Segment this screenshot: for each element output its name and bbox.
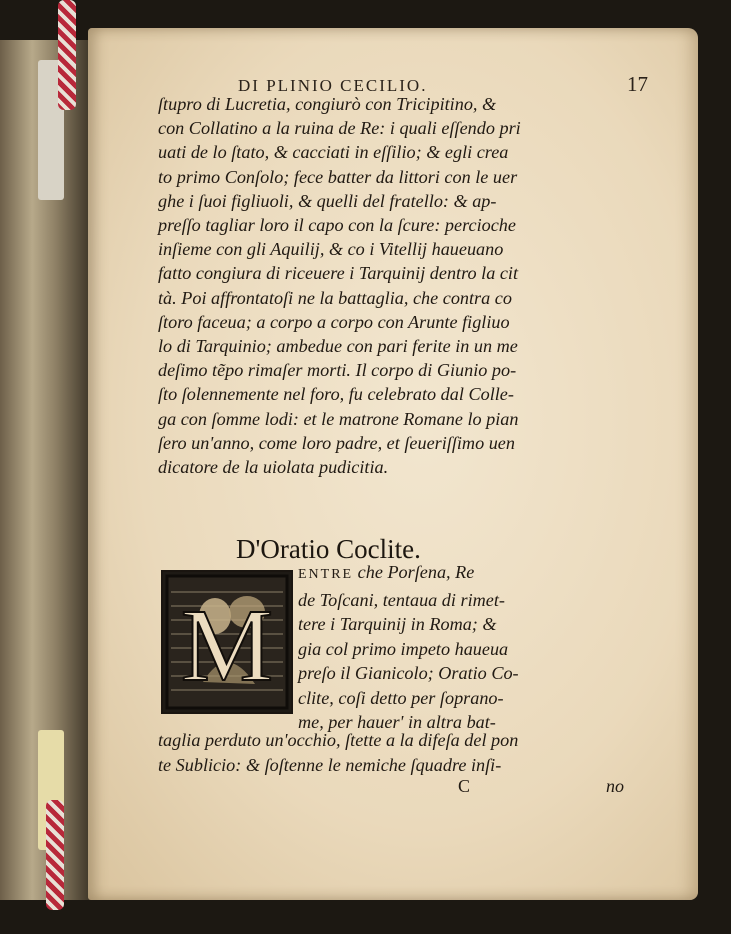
text-line: gia col primo impeto haueua [298, 638, 509, 659]
text-line: deſimo tẽpo rimaſer morti. Il corpo di Giunio po- [158, 360, 517, 381]
text-line: uati de lo ſtato, & cacciati in eſſilio; & egli crea [158, 142, 509, 163]
catchword: no [606, 776, 624, 796]
text-line: ſero un'anno, come loro padre, et ſeueriſſimo uen [158, 432, 515, 453]
bookmark-ribbon [58, 0, 76, 110]
woodcut-initial [161, 570, 293, 714]
text-line: tà. Poi affrontatoſi ne la battaglia, che contra co [158, 287, 512, 308]
text-line: preſo il Gianicolo; Oratio Co- [298, 663, 519, 683]
text-line: ga con ſomme lodi: et le matrone Romane lo pian [158, 408, 519, 429]
bookmark-ribbon [46, 800, 64, 910]
text-line: te Sublicio: & ſoſtenne le nemiche ſquadre inſi- [158, 754, 502, 775]
chapter-continuation [158, 728, 648, 777]
text-line: lo di Tarquinio; ambedue con pari ferite in un me [158, 336, 518, 357]
running-title: DI PLINIO CECILIO. [238, 76, 428, 95]
text-line: ſtupro di Lucretia, congiurò con Tricipitino, & [158, 94, 497, 114]
text-line: con Collatino a la ruina de Re: i quali eſſendo pri [158, 118, 521, 139]
chapter-opening [298, 560, 650, 735]
text-line: de Toſcani, tentaua di rimet- [298, 589, 505, 610]
text-line: inſieme con gli Aquilij, & co i Vitellij haueuano [158, 239, 504, 260]
text-fragment: che Porſena, Re [353, 562, 475, 582]
text-line: to primo Conſolo; fece batter da littori con le uer [158, 166, 518, 187]
woodcut-illustration [163, 572, 291, 712]
small-caps-word: ENTRE [298, 567, 354, 582]
text-line: dicatore de la uiolata pudicitia. [158, 457, 389, 478]
page-number: 17 [627, 72, 648, 96]
text-line: ſtoro faceua; a corpo a corpo con Arunte figliuo [158, 311, 510, 332]
text-line: me, per hauer' in altra bat- [298, 712, 496, 732]
body-paragraph [158, 92, 648, 479]
chapter-title: D'Oratio Coclite. [236, 534, 421, 564]
text-line: preſſo tagliar loro il capo con la ſcure: percioche [158, 215, 516, 236]
page-footer [158, 776, 638, 800]
text-line: fatto congiura di riceuere i Tarquinij dentro la cit [158, 263, 519, 284]
text-line [298, 560, 650, 588]
text-line: clite, coſi detto per ſoprano- [298, 687, 504, 708]
text-line: taglia perduto un'occhio, ſtette a la difeſa del pon [158, 730, 519, 750]
text-line: tere i Tarquinij in Roma; & [298, 614, 497, 634]
book-page [88, 28, 698, 900]
text-line: ſto ſolennemente nel foro, fu celebrato dal Colle- [158, 384, 514, 405]
signature-mark: C [458, 776, 471, 796]
initial-letter: M [180, 588, 274, 703]
text-line: ghe i ſuoi figliuoli, & quelli del fratello: & ap- [158, 190, 497, 211]
